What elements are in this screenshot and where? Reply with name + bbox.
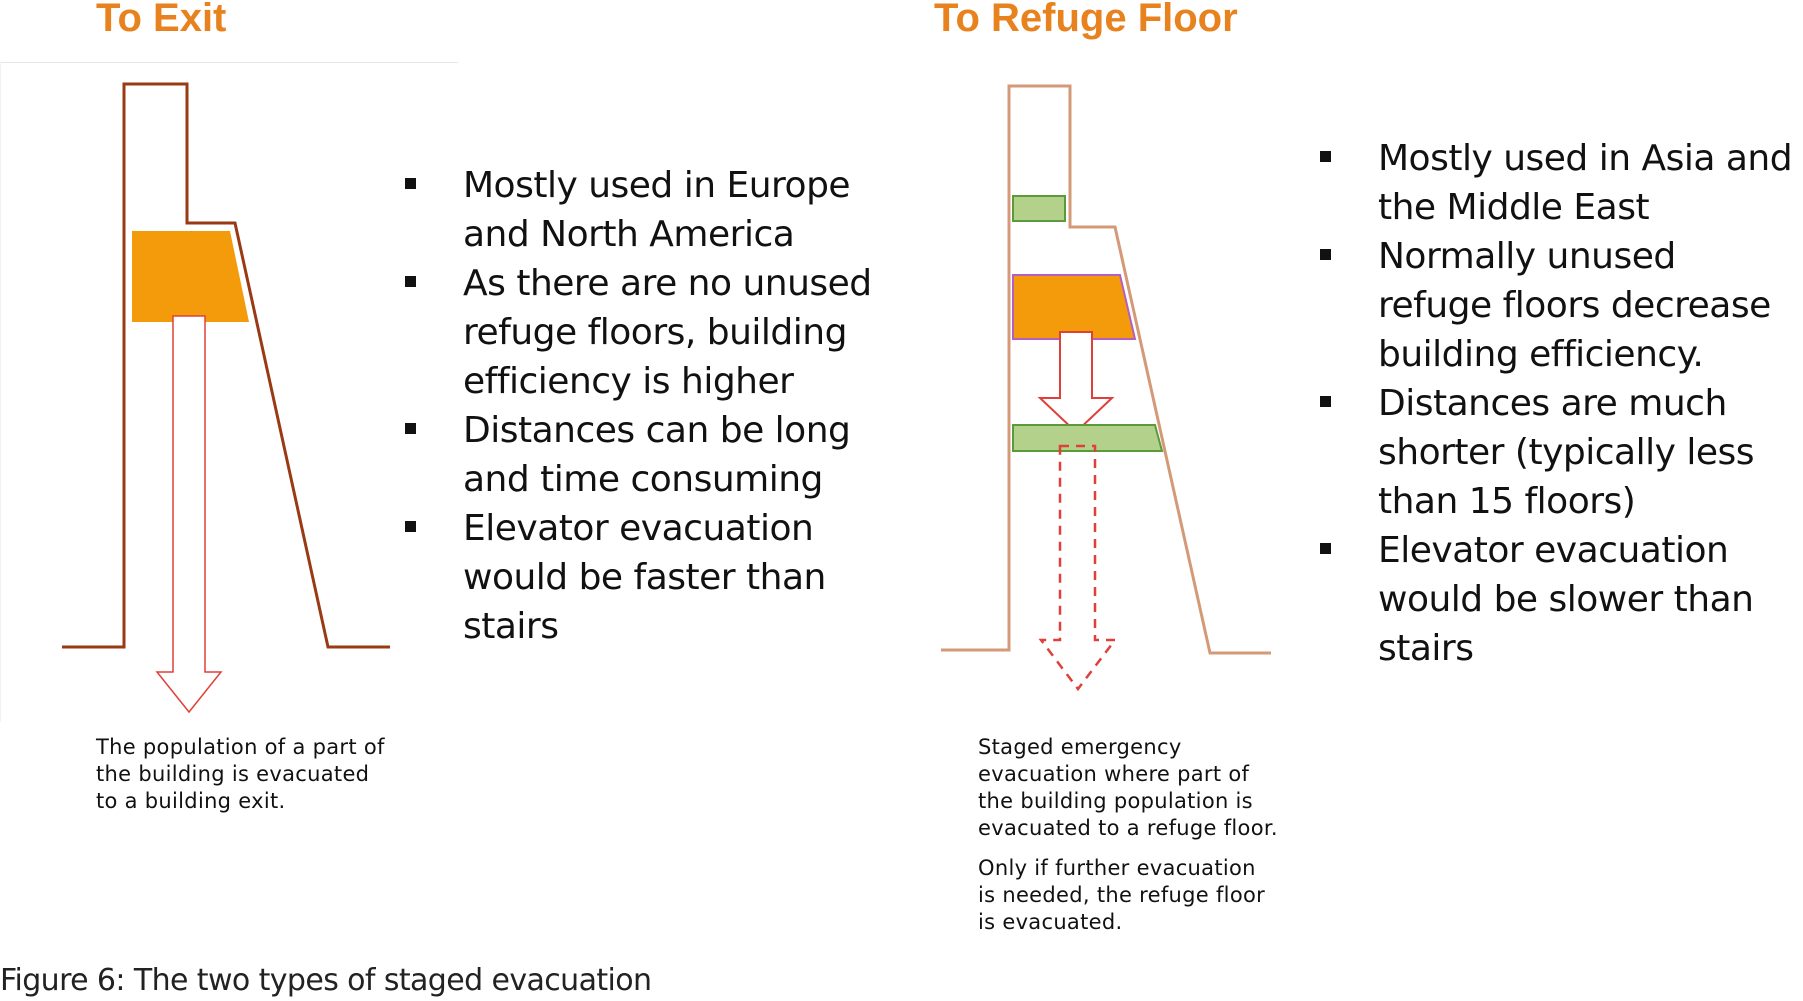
figure-caption: Figure 6: The two types of staged evacuation bbox=[0, 963, 652, 998]
bullet-marker bbox=[1320, 151, 1331, 162]
bullet-marker bbox=[405, 178, 416, 189]
further-evacuation-dashed-arrow bbox=[1041, 446, 1115, 689]
right-bullet-item: Mostly used in Asia and the Middle East bbox=[1320, 134, 1800, 232]
left-bullet-item: Elevator evacuation would be faster than stairs bbox=[405, 504, 875, 651]
right-bullet-item: Distances are much shorter (typically less than 15 floors) bbox=[1320, 379, 1800, 526]
left-evacuating-zone bbox=[132, 231, 249, 322]
left-bullet-item: Distances can be long and time consuming bbox=[405, 406, 875, 504]
bullet-marker bbox=[1320, 249, 1331, 260]
right-caption-further: Only if further evacuation is needed, the refuge floor is evacuated. bbox=[978, 856, 1266, 934]
lower-refuge-floor bbox=[1013, 425, 1162, 451]
right-panel-title: To Refuge Floor bbox=[934, 0, 1238, 40]
bullet-marker bbox=[1320, 396, 1331, 407]
upper-refuge-floor bbox=[1013, 196, 1065, 221]
right-bullet-item: Normally unused refuge floors decrease building efficiency. bbox=[1320, 232, 1800, 379]
arrow-to-refuge-floor bbox=[1040, 332, 1112, 432]
left-building-outline bbox=[62, 84, 390, 647]
left-bullet-item: As there are no unused refuge floors, building efficiency is higher bbox=[405, 259, 875, 406]
right-bullet-list bbox=[1320, 134, 1800, 673]
left-exit-arrow bbox=[157, 316, 221, 712]
bullet-marker bbox=[1320, 543, 1331, 554]
left-bullet-item: Mostly used in Europe and North America bbox=[405, 161, 875, 259]
right-bullet-item: Elevator evacuation would be slower than stairs bbox=[1320, 526, 1800, 673]
bullet-marker bbox=[405, 276, 416, 287]
left-panel-title: To Exit bbox=[96, 0, 227, 40]
left-caption: The population of a part of the building is evacuated to a building exit. bbox=[96, 735, 385, 813]
bullet-marker bbox=[405, 423, 416, 434]
right-evacuating-zone bbox=[1013, 275, 1135, 339]
left-bullet-list bbox=[405, 161, 875, 651]
right-caption-staged: Staged emergency evacuation where part of the building population is evacuated to a refuge floor. bbox=[978, 735, 1278, 840]
right-building-outline bbox=[941, 86, 1271, 653]
bullet-marker bbox=[405, 521, 416, 532]
